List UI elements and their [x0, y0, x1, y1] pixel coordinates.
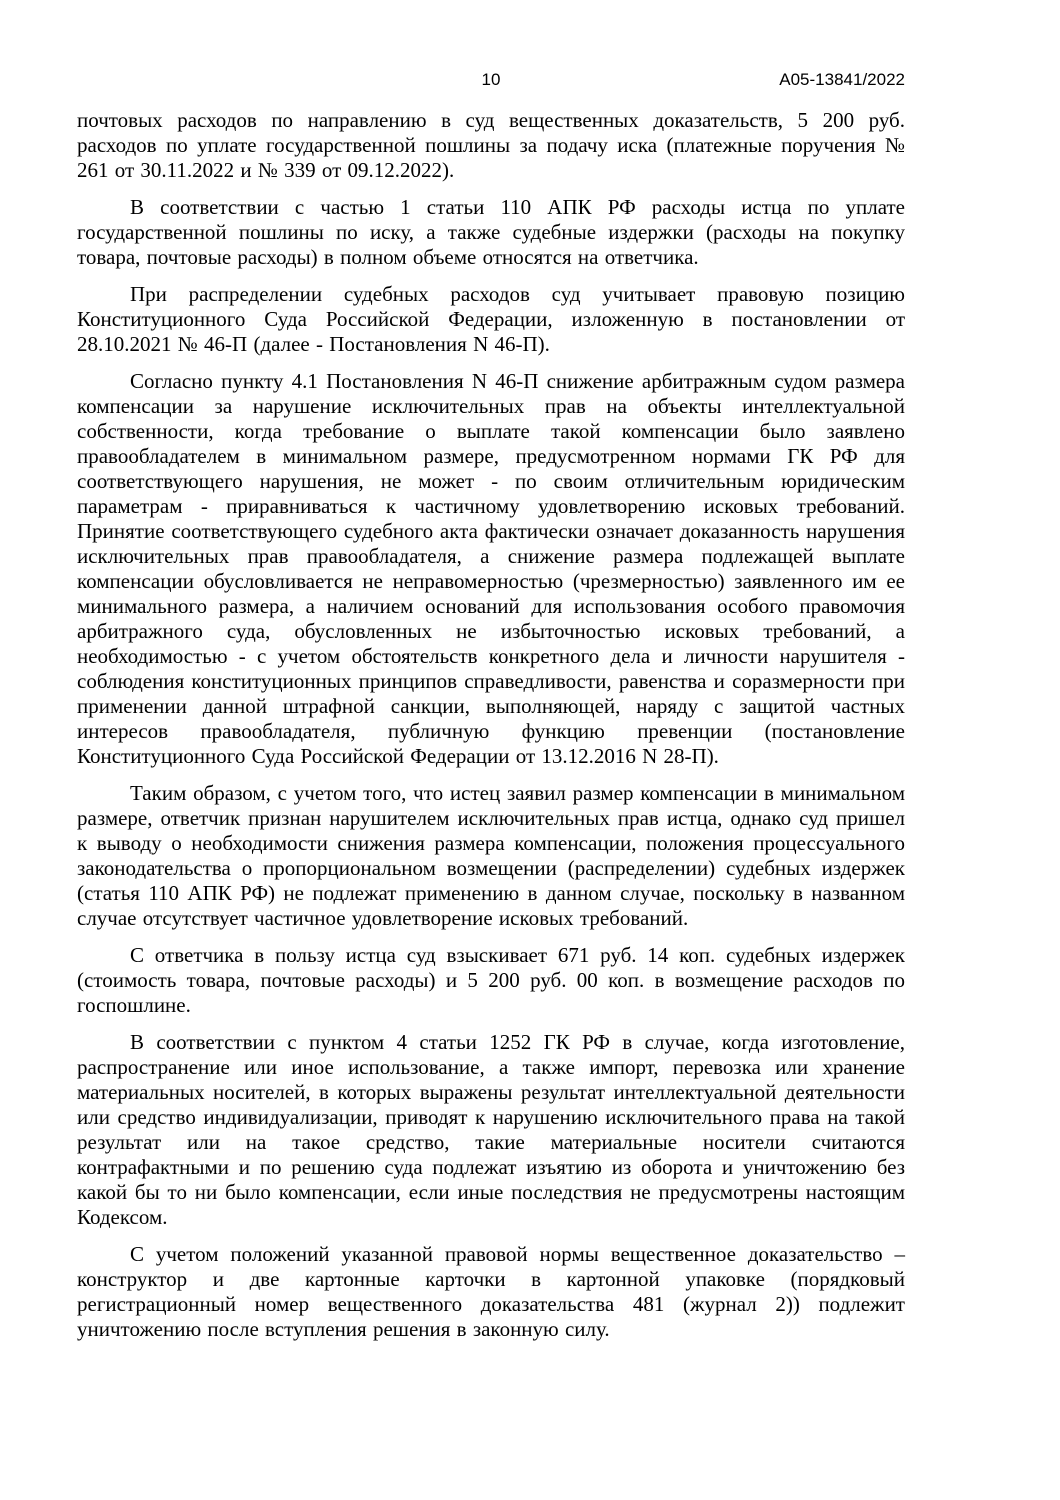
paragraph-evidence-destruction: С учетом положений указанной правовой нормы вещественное доказательство – конструктор и две картонные карточки в картонной упаковке (порядковый регистрационный номер вещественного доказательства 481 (журнал 2)) подлежит уничтожению после вступления решения в законную силу.	[77, 1242, 905, 1341]
case-number: А05-13841/2022	[779, 70, 905, 89]
paragraph-gk-1252: В соответствии с пунктом 4 статьи 1252 ГК РФ в случае, когда изготовление, распространение или иное использование, а также импорт, перевозка или хранение материальных носителей, в которых выражены результат интеллектуальной деятельности или средство индивидуализации, приводят к нарушению исключительного права на такой результат или на такое средство, такие материальные носители считаются контрафактными и по решению суда подлежат изъятию из оборота и уничтожению без какой бы то ни было компенсации, если иные последствия не предусмотрены настоящим Кодексом.	[77, 1030, 905, 1229]
paragraph-resolution-46p: Согласно пункту 4.1 Постановления N 46-П снижение арбитражным судом размера компенсации за нарушение исключительных прав на объекты интеллектуальной собственности, когда требование о выплате такой компенсации было заявлено правообладателем в минимальном размере, предусмотренном нормами ГК РФ для соответствующего нарушения, не может - по своим отличительным юридическим параметрам - приравниваться к частичному удовлетворению исковых требований. Принятие соответствующего судебного акта фактически означает доказанность нарушения исключительных прав правообладателя, а снижение размера подлежащей выплате компенсации обусловливается не неправомерностью (чрезмерностью) заявленного им ее минимального размера, а наличием оснований для использования особого правомочия арбитражного суда, обусловленных не избыточностью исковых требований, а необходимостью - с учетом обстоятельств конкретного дела и личности нарушителя - соблюдения конституционных принципов справедливости, равенства и соразмерности при применении данной штрафной санкции, выполняющей, наряду с защитой частных интересов правообладателя, публичную функцию превенции (постановление Конституционного Суда Российской Федерации от 13.12.2016 N 28-П).	[77, 369, 905, 768]
paragraph-compensation-conclusion: Таким образом, с учетом того, что истец заявил размер компенсации в минимальном размере, ответчик признан нарушителем исключительных прав истца, однако суд пришел к выводу о необходимости снижения размера компенсации, положения процессуального законодательства о пропорциональном возмещении (распределении) судебных издержек (статья 110 АПК РФ) не подлежат применению в данном случае, поскольку в названном случае отсутствует частичное удовлетворение исковых требований.	[77, 781, 905, 930]
paragraph-recovery-amounts: С ответчика в пользу истца суд взыскивает 671 руб. 14 коп. судебных издержек (стоимость товара, почтовые расходы) и 5 200 руб. 00 коп. в возмещение расходов по госпошлине.	[77, 943, 905, 1017]
page-number: 10	[481, 70, 501, 89]
paragraph-constitutional-court-position: При распределении судебных расходов суд учитывает правовую позицию Конституционного Суда Российской Федерации, изложенную в постановлении от 28.10.2021 № 46-П (далее - Постановления N 46-П).	[77, 282, 905, 356]
document-body	[77, 108, 905, 1354]
page-header	[77, 70, 905, 92]
paragraph-apk-110: В соответствии с частью 1 статьи 110 АПК РФ расходы истца по уплате государственной пошлины по иску, а также судебные издержки (расходы на покупку товара, почтовые расходы) в полном объеме относятся на ответчика.	[77, 195, 905, 269]
paragraph-postal-expenses: почтовых расходов по направлению в суд вещественных доказательств, 5 200 руб. расходов по уплате государственной пошлины за подачу иска (платежные поручения № 261 от 30.11.2022 и № 339 от 09.12.2022).	[77, 108, 905, 182]
